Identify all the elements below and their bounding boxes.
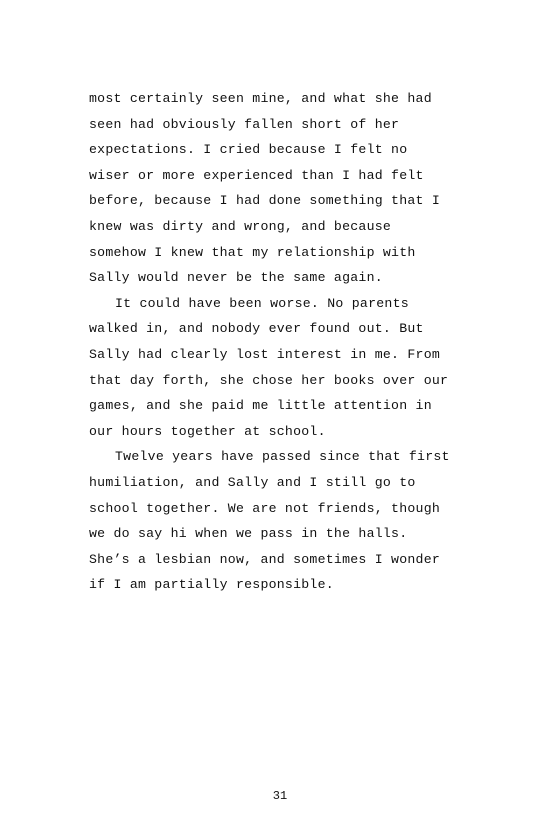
- body-text: [89, 86, 489, 598]
- text-line: we do say hi when we pass in the halls.: [89, 526, 408, 542]
- text-line: walked in, and nobody ever found out. But: [89, 321, 424, 337]
- text-line: before, because I had done something that I: [89, 193, 441, 209]
- paragraph-3: [89, 444, 489, 598]
- text-line: most certainly seen mine, and what she had: [89, 91, 432, 106]
- text-line: games, and she paid me little attention in: [89, 398, 432, 414]
- text-line: if I am partially responsible.: [89, 577, 334, 593]
- text-line: humiliation, and Sally and I still go to: [89, 474, 416, 490]
- text-line: expectations. I cried because I felt no: [89, 142, 408, 158]
- text-line: Sally would never be the same again.: [89, 270, 383, 286]
- text-line: She’s a lesbian now, and sometimes I wonder: [89, 551, 441, 567]
- text-line: somehow I knew that my relationship with: [89, 244, 416, 260]
- paragraph-1: [89, 86, 489, 291]
- text-line: Twelve years have passed since that first: [115, 449, 450, 465]
- text-line: wiser or more experienced than I had felt: [89, 167, 424, 183]
- text-line: It could have been worse. No parents: [115, 295, 409, 311]
- paragraph-2: [89, 291, 489, 445]
- text-line: seen had obviously fallen short of her: [89, 116, 400, 132]
- text-line: Sally had clearly lost interest in me. From: [89, 346, 441, 362]
- text-line: that day forth, she chose her books over our: [89, 372, 449, 388]
- text-line: school together. We are not friends, though: [89, 500, 441, 516]
- text-line: our hours together at school.: [89, 423, 326, 439]
- page-number: 31: [272, 789, 288, 803]
- text-line: knew was dirty and wrong, and because: [89, 218, 392, 234]
